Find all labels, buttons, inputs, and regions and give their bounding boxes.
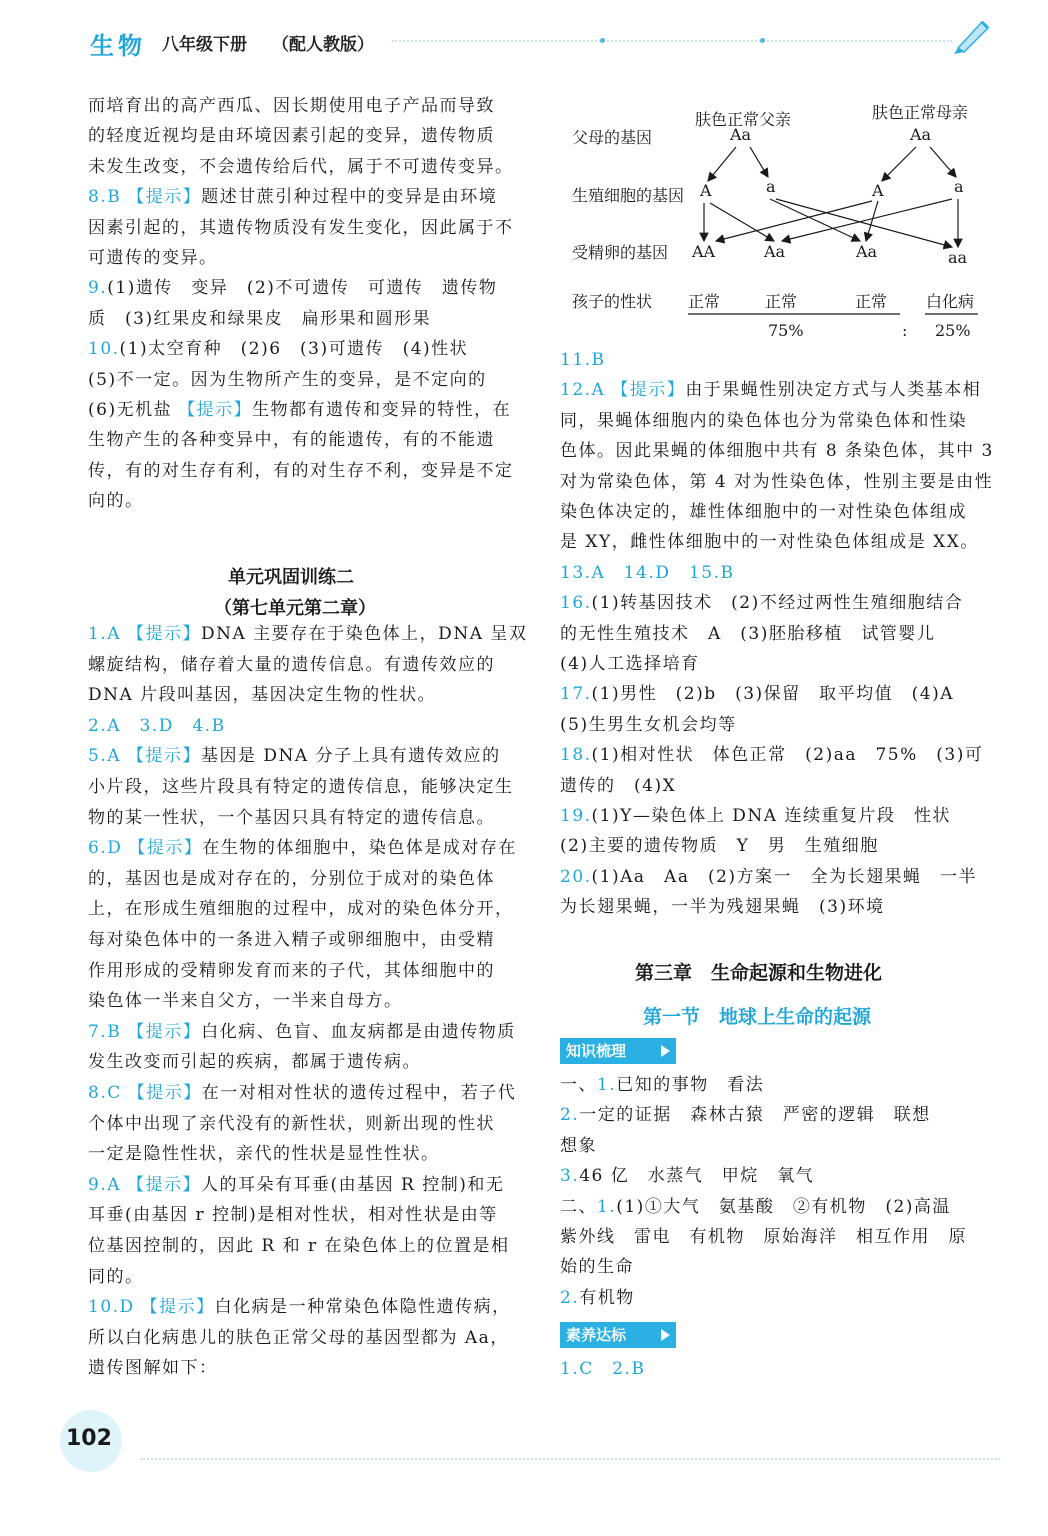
text-line	[560, 500, 967, 524]
answer-text: (1)相对性状 体色正常 (2)aa 75% (3)可	[591, 745, 984, 766]
question-number: 18.	[560, 745, 592, 766]
text-line	[88, 185, 497, 209]
answer-text: 对为常染色体，第 4 对为性染色体，性别主要是由性	[560, 471, 994, 492]
question-number: 6.D	[88, 838, 123, 859]
answer-text: 物的某一性状，一个基因只具有特定的遗传信息。	[88, 807, 495, 828]
answer-text: DNA 片段叫基因，基因决定生物的性状。	[88, 685, 437, 706]
text-line	[560, 409, 967, 433]
gamete-gene: a	[954, 177, 964, 196]
text-line	[88, 989, 403, 1013]
question-number: 1.	[597, 1196, 617, 1217]
hint-label: 【提示】	[611, 380, 686, 401]
text-line	[88, 775, 514, 799]
text-line	[88, 1020, 516, 1044]
answer-text: 是 XY，雌性体细胞中的一对性染色体组成是 XX。	[560, 532, 979, 553]
answer-text: 色体。因此果蝇的体细胞中共有 8 条染色体，其中 3	[560, 441, 994, 462]
answer-text: 作用形成的受精卵发育而来的子代，其体细胞中的	[88, 960, 495, 981]
answer-text: 想象	[560, 1135, 597, 1156]
subject-label: 生物	[90, 32, 146, 60]
answer-text: 的轻度近视均是由环境因素引起的变异，遗传物质	[88, 126, 495, 147]
question-number: 7.B	[88, 1021, 122, 1042]
mother-gene: Aa	[910, 125, 932, 144]
answer-text: DNA 主要存在于染色体上，DNA 呈双	[201, 624, 528, 644]
text-line	[560, 1286, 635, 1310]
zygote-gene: aa	[948, 248, 968, 267]
question-number: 3.	[560, 1166, 580, 1187]
answer-text: 上，在形成生殖细胞的过程中，成对的染色体分开，	[88, 899, 514, 920]
text-line	[88, 806, 495, 830]
text-line	[88, 1203, 498, 1227]
text-line	[88, 714, 226, 738]
answer-text: 染色体决定的，雄性体细胞中的一对性染色体组成	[560, 502, 967, 522]
text-line	[88, 246, 218, 270]
answer-text: (5)生男生女机会均等	[560, 714, 737, 735]
play-arrow-icon	[661, 1045, 670, 1057]
text-line	[88, 459, 514, 483]
hint-label: 【提示】	[127, 187, 202, 208]
text-line	[88, 216, 514, 240]
answer-text: 二、	[560, 1196, 597, 1217]
answer-text: 未发生改变，不会遗传给后代，属于不可遗传变异。	[88, 156, 514, 177]
answer-text: (1)转基因技术 (2)不经过两性生殖细胞结合	[591, 593, 964, 614]
text-line	[88, 1081, 516, 1105]
play-arrow-icon	[661, 1329, 670, 1341]
answer-text: 人的耳朵有耳垂(由基因 R 控制)和无	[201, 1174, 505, 1195]
hint-label: 【提示】	[127, 1174, 201, 1195]
answer-text: 位基因控制的，因此 R 和 r 在染色体上的位置是相	[88, 1236, 510, 1256]
trait-label: 正常	[765, 292, 798, 311]
unit-title: 单元巩固训练二	[228, 567, 354, 588]
text-line	[88, 337, 468, 361]
text-line	[560, 591, 963, 615]
answer-text: 一定的证据 森林古猿 严密的逻辑 联想	[579, 1105, 931, 1126]
text-line	[560, 622, 935, 646]
hint-label: 【提示】	[128, 838, 203, 859]
answer-text: 生物产生的各种变异中，有的能遗传，有的不能遗	[88, 430, 495, 451]
ratio-right: 25%	[935, 321, 971, 340]
text-line	[560, 865, 977, 889]
answer-text: 基因是 DNA 分子上具有遗传效应的	[201, 746, 501, 767]
text-line	[88, 622, 527, 646]
father-gene: Aa	[730, 125, 752, 144]
answer-text: 所以白化病患儿的肤色正常父母的基因型都为 Aa，	[88, 1327, 509, 1348]
question-number: 11.B	[560, 350, 606, 370]
text-line	[560, 1255, 634, 1279]
answer-text: (5)不一定。因为生物所产生的变异，是不定向的	[88, 369, 487, 390]
answer-text: 为长翅果蝇，一半为残翅果蝇 (3)环境	[560, 897, 885, 918]
question-number: 17.	[560, 684, 592, 705]
edition-label: （配人教版）	[272, 35, 374, 55]
text-line	[560, 774, 676, 798]
page-header	[0, 0, 1048, 70]
answer-text: 每对染色体中的一条进入精子或卵细胞中，由受精	[88, 930, 495, 950]
text-line	[560, 1073, 764, 1097]
answer-text: 一定是隐性性状，亲代的性状是显性性状。	[88, 1144, 440, 1165]
chapter-title: 第三章 生命起源和生物进化	[635, 962, 883, 984]
grade-label: 八年级下册	[162, 35, 247, 55]
genetic-arrows	[560, 95, 1000, 355]
answer-text: 白化病、色盲、血友病都是由遗传物质	[201, 1021, 516, 1042]
answer-text: 而培育出的高产西瓜、因长期使用电子产品而导致	[88, 96, 495, 116]
knowledge-tag-label: 知识梳理	[566, 1042, 627, 1060]
pen-icon	[948, 14, 992, 54]
text-line	[88, 1326, 509, 1350]
question-number: 10.	[88, 339, 120, 360]
text-line	[560, 1225, 967, 1249]
question-number: 8.B	[88, 187, 122, 208]
answer-text: 在一对相对性状的遗传过程中，若子代	[201, 1083, 517, 1103]
answer-text: (1)太空育种 (2)6 (3)可遗传 (4)性状	[119, 339, 469, 360]
gamete-gene: A	[700, 181, 712, 200]
text-line	[88, 1295, 511, 1319]
question-number: 2.	[560, 1105, 580, 1126]
row-label-parent: 父母的基因	[572, 128, 653, 147]
text-line	[560, 804, 951, 828]
question-number: 1.A	[88, 624, 121, 644]
header-dot	[760, 38, 765, 43]
page-number: 102	[66, 1426, 112, 1451]
answer-text: (6)无机盐	[88, 400, 173, 420]
hint-label: 【提示】	[127, 1083, 202, 1103]
answer-text: 可遗传的变异。	[88, 248, 218, 268]
text-line	[560, 378, 981, 402]
answer-text: 向的。	[88, 491, 144, 512]
text-line	[88, 744, 501, 768]
text-line	[88, 1234, 510, 1258]
zygote-gene: AA	[692, 242, 716, 261]
row-label-zygote: 受精卵的基因	[572, 243, 669, 262]
answer-text: 个体中出现了亲代没有的新性状，则新出现的性状	[88, 1113, 495, 1134]
answer-text: (4)人工选择培育	[560, 654, 700, 674]
question-number: 8.C	[88, 1083, 122, 1103]
question-number: 13.A 14.D 15.B	[560, 562, 735, 583]
text-line	[560, 561, 735, 585]
answer-text: 生物都有遗传和变异的特性，在	[252, 400, 512, 420]
answer-text: 有机物	[579, 1287, 635, 1308]
question-number: 1.	[597, 1075, 617, 1095]
answer-text: 同的。	[88, 1266, 144, 1287]
text-line	[88, 867, 495, 891]
answer-text: 一、	[560, 1075, 597, 1095]
header-dot	[600, 38, 605, 43]
text-line	[88, 1356, 218, 1380]
text-line	[560, 470, 993, 494]
question-number: 9.	[88, 278, 108, 299]
answer-text: (1)Aa Aa (2)方案一 全为长翅果蝇 一半	[591, 866, 978, 887]
answer-text: 小片段，这些片段具有特定的遗传信息，能够决定生	[88, 777, 514, 797]
text-line	[560, 895, 885, 919]
answer-text: 传，有的对生存有利，有的对生存不利，变异是不定	[88, 460, 514, 481]
text-line	[88, 307, 431, 331]
practice-tag	[560, 1322, 676, 1348]
gamete-gene: a	[766, 177, 776, 196]
answer-text: 白化病是一种常染色体隐性遗传病，	[214, 1297, 511, 1318]
father-label: 肤色正常父亲	[695, 110, 792, 129]
hint-label: 【提示】	[140, 1297, 215, 1318]
hint-label: 【提示】	[127, 624, 201, 644]
answer-text: 因素引起的，其遗传物质没有发生变化，因此属于不	[88, 217, 514, 238]
text-line	[560, 743, 983, 767]
text-line	[560, 652, 700, 676]
question-number: 9.A	[88, 1174, 121, 1195]
text-line	[88, 398, 511, 422]
answer-text: 遗传图解如下：	[88, 1358, 218, 1379]
text-line	[560, 834, 879, 858]
hint-label: 【提示】	[178, 400, 253, 420]
text-line	[560, 439, 994, 463]
text-line	[560, 1195, 951, 1219]
answer-text: 在生物的体细胞中，染色体是成对存在	[202, 838, 517, 859]
answer-text: 螺旋结构，储存着大量的遗传信息。有遗传效应的	[88, 654, 495, 675]
question-number: 12.A	[560, 380, 606, 401]
text-line	[88, 683, 436, 707]
answer-text: 始的生命	[560, 1257, 634, 1278]
answer-text: 同，果蝇体细胞内的染色体也分为常染色体和性染	[560, 410, 967, 431]
text-line	[560, 682, 954, 706]
text-line	[88, 959, 495, 983]
answer-text: 的，基因也是成对存在的，分别位于成对的染色体	[88, 868, 495, 889]
hint-label: 【提示】	[127, 746, 201, 767]
text-line	[88, 155, 514, 179]
answer-text: (2)主要的遗传物质 Y 男 生殖细胞	[560, 836, 879, 857]
text-line	[560, 1134, 597, 1158]
zygote-gene: Aa	[764, 242, 786, 261]
zygote-gene: Aa	[856, 242, 878, 261]
answer-text: 已知的事物 看法	[616, 1075, 765, 1095]
text-line	[88, 653, 495, 677]
trait-label: 白化病	[926, 292, 975, 311]
text-line	[560, 348, 606, 372]
question-number: 10.D	[88, 1297, 135, 1318]
text-line	[88, 489, 144, 513]
text-line	[88, 276, 497, 300]
answer-text: (1)Y—染色体上 DNA 连续重复片段 性状	[591, 806, 951, 826]
text-line	[88, 94, 495, 118]
practice-tag-label: 素养达标	[566, 1326, 627, 1344]
text-line	[88, 124, 495, 148]
row-label-trait: 孩子的性状	[572, 292, 653, 311]
answer-text: (1)遗传 变异 (2)不可遗传 可遗传 遗传物	[107, 278, 498, 299]
ratio-left: 75%	[768, 321, 804, 340]
text-line	[88, 928, 495, 952]
text-line	[88, 1050, 421, 1074]
text-line	[560, 1164, 814, 1188]
question-number: 1.C 2.B	[560, 1359, 646, 1379]
text-line	[560, 1103, 931, 1127]
answer-text: (1)①大气 氨基酸 ②有机物 (2)高温	[616, 1196, 951, 1217]
trait-label: 正常	[855, 292, 888, 311]
question-number: 2.A 3.D 4.B	[88, 715, 226, 736]
text-line	[88, 368, 487, 392]
question-number: 5.A	[88, 746, 121, 767]
text-line	[88, 1173, 504, 1197]
unit-subtitle: （第七单元第二章）	[214, 598, 376, 619]
hint-label: 【提示】	[127, 1021, 202, 1042]
text-line	[560, 1357, 645, 1381]
answer-text: 紫外线 雷电 有机物 原始海洋 相互作用 原	[560, 1227, 967, 1247]
text-line	[560, 713, 737, 737]
text-line	[88, 897, 514, 921]
text-line	[88, 836, 517, 860]
answer-text: 染色体一半来自父方，一半来自母方。	[88, 991, 403, 1012]
answer-text: 46 亿 水蒸气 甲烷 氧气	[579, 1166, 815, 1187]
text-line	[88, 1112, 495, 1136]
question-number: 16.	[560, 593, 592, 614]
ratio-sep: :	[902, 321, 908, 340]
genetic-diagram	[560, 95, 1000, 355]
answer-text: 题述甘蔗引种过程中的变异是由环境	[201, 187, 498, 208]
answer-text: 由于果蝇性别决定方式与人类基本相	[685, 380, 982, 401]
gamete-gene: A	[872, 181, 884, 200]
question-number: 2.	[560, 1287, 580, 1308]
answer-text: 的无性生殖技术 A (3)胚胎移植 试管婴儿	[560, 623, 936, 644]
answer-text: 遗传的 (4)X	[560, 775, 677, 796]
text-line	[560, 530, 979, 554]
header-divider	[392, 40, 952, 42]
section-title: 第一节 地球上生命的起源	[643, 1006, 872, 1028]
text-line	[88, 428, 495, 452]
footer-divider	[140, 1458, 1000, 1460]
row-label-gamete: 生殖细胞的基因	[572, 186, 685, 205]
answer-text: 质 (3)红果皮和绿果皮 扁形果和圆形果	[88, 308, 432, 329]
question-number: 20.	[560, 866, 592, 887]
text-line	[88, 1142, 440, 1166]
trait-label: 正常	[688, 292, 721, 311]
question-number: 19.	[560, 806, 592, 826]
mother-label: 肤色正常母亲	[872, 103, 969, 122]
answer-text: (1)男性 (2)b (3)保留 取平均值 (4)A	[591, 684, 955, 705]
knowledge-tag	[560, 1038, 676, 1064]
answer-text: 耳垂(由基因 r 控制)是相对性状，相对性状是由等	[88, 1205, 498, 1226]
text-line	[88, 1265, 144, 1289]
answer-text: 发生改变而引起的疾病，都属于遗传病。	[88, 1052, 421, 1073]
